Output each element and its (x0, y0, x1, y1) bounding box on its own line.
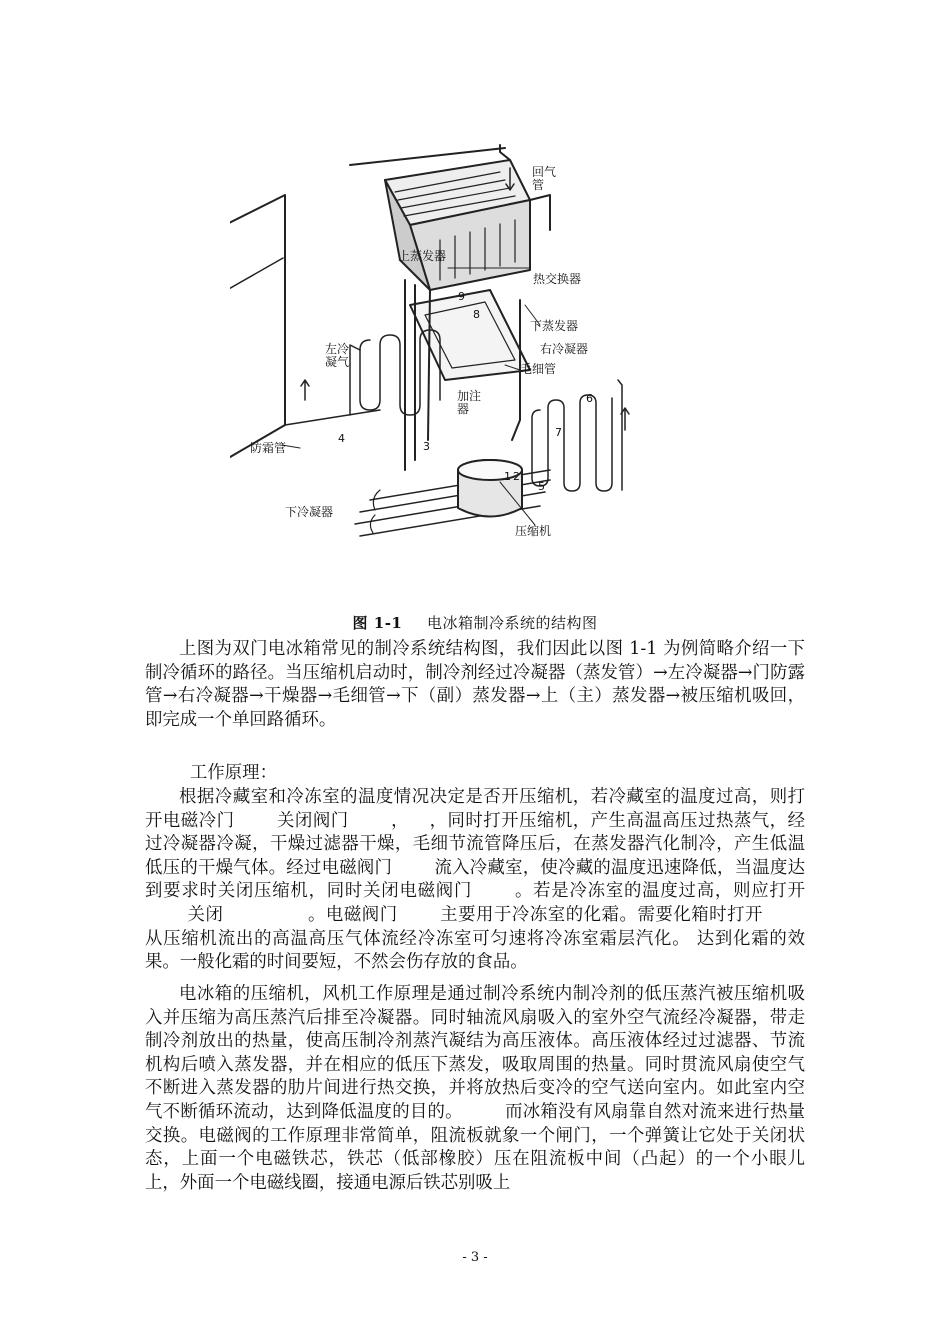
left-door-panel (230, 195, 285, 460)
paragraph-working-principle: 根据冷藏室和冷冻室的温度情况决定是否开压缩机，若冷藏室的温度过高，则打开电磁冷门 关闭阀门 ， ，同时打开压缩机，产生高温高压过热蒸气，经过冷凝器冷凝，干燥过滤器干燥，毛细节流管降压后，在蒸发器汽化制冷，产生低温低压的干燥气体。经过电磁阀门 流入冷藏室，使冷藏的温度迅速降低，当温度达到要求时关闭压缩机，同时关闭电磁阀门 。若是冷冻室的温度过高，则应打开关闭 。电磁阀门 主要用于冷冻室的化霜。需要化箱时打开从压缩机流出的高温高压气体流经冷冻室可匀速将冷冻室霜层汽化。 达到化霜的效果。一般化霜的时间要短，不然会伤存放的食品。 (145, 787, 805, 973)
marker-9: 9 (458, 290, 465, 303)
label-filler: 加注 器 (457, 389, 482, 417)
figure-caption (0, 612, 950, 633)
label-upper-evaporator: 上蒸发器 (398, 249, 447, 263)
label-right-condenser: 右冷凝器 (540, 342, 589, 356)
label-lower-condenser: 下冷凝器 (285, 505, 334, 519)
label-anti-frost-pipe: 防霜管 (250, 441, 287, 455)
marker-7: 7 (555, 426, 562, 439)
figure-number: 图 1-1 (352, 614, 403, 632)
marker-2: 2 (513, 470, 520, 483)
marker-5: 5 (538, 480, 545, 493)
page-number: - 3 - (462, 1250, 488, 1265)
label-return-pipe: 回气 管 (532, 165, 557, 193)
figure-title: 电冰箱制冷系统的结构图 (426, 614, 598, 632)
paragraph-cycle-path: 上图为双门电冰箱常见的制冷系统结构图，我们因此以图 1-1 为例简略介绍一下制冷循环的路径。当压缩机启动时，制冷剂经过冷凝器（蒸发管）→左冷凝器→门防露管→右冷凝器→干燥器→毛细管→下（副）蒸发器→上（主）蒸发器→被压缩机吸回，即完成一个单回路循环。 (145, 639, 805, 730)
paragraph-compressor-principle: 电冰箱的压缩机，风机工作原理是通过制冷系统内制冷剂的低压蒸汽被压缩机吸入并压缩为高压蒸汽后排至冷凝器。同时轴流风扇吸入的室外空气流经冷凝器，带走制冷剂放出的热量，使高压制冷剂蒸汽凝结为高压液体。高压液体经过过滤器、节流机构后喷入蒸发器，并在相应的低压下蒸发，吸取周围的热量。同时贯流风扇使空气不断进入蒸发器的肋片间进行热交换，并将放热后变冷的空气送向室内。如此室内空气不断循环流动，达到降低温度的目的。 而冰箱没有风扇靠自然对流来进行热量交换。电磁阀的工作原理非常简单，阻流板就象一个闸门，一个弹簧让它处于关闭状态，上面一个电磁铁芯，铁芯（低部橡胶）压在阻流板中间（凸起）的一个小眼儿上，外面一个电磁线圈，接通电源后铁芯别吸上 (145, 984, 805, 1193)
label-left-condenser: 左冷 凝气 (325, 342, 350, 370)
section-heading-working-principle: 工作原理： (190, 763, 277, 783)
label-capillary: 毛细管 (520, 362, 557, 376)
right-condenser-coil (532, 395, 612, 491)
label-compressor: 压缩机 (515, 524, 552, 538)
marker-6: 6 (586, 392, 593, 405)
marker-8: 8 (473, 308, 480, 321)
marker-3: 3 (423, 440, 430, 453)
refrigeration-system-figure (230, 140, 650, 560)
label-lower-evaporator: 下蒸发器 (530, 319, 579, 333)
marker-1: 1 (504, 470, 511, 483)
marker-4: 4 (338, 432, 345, 445)
label-heat-exchanger: 热交换器 (533, 272, 582, 286)
